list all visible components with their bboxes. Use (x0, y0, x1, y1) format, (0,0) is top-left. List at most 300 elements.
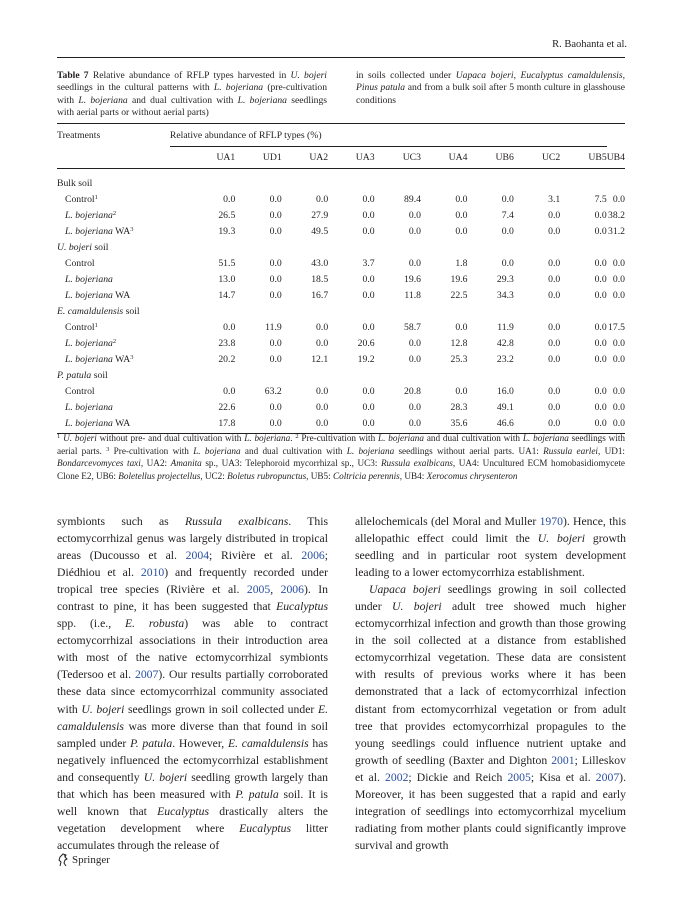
body-column-right (355, 513, 626, 854)
footnote-segment: , UD1: (597, 445, 625, 456)
body-segment: P. patula (235, 787, 279, 801)
table-cell: 26.5 (218, 209, 236, 221)
body-segment: litter accumulates through the release of (57, 821, 328, 852)
footnote-segment: L. bojeriana (522, 433, 569, 443)
table-row (57, 351, 625, 367)
table-cell: 17.8 (189, 415, 235, 434)
table-cell: 0.0 (269, 273, 282, 285)
table-cell: 12.1 (311, 353, 329, 365)
table-cell: 89.4 (404, 193, 421, 205)
footnote-segment: , UB4: (399, 470, 427, 481)
table-caption-left-text (57, 70, 327, 118)
footnote-segment: L. bojeriana (346, 445, 395, 456)
footnote-segment: 3 (106, 445, 110, 453)
row-label-italic: L. bojeriana (65, 289, 113, 301)
row-label (57, 271, 170, 287)
caption-segment: (pre-cultivation with (57, 82, 327, 106)
table-footnote (57, 432, 625, 482)
table-row (57, 287, 625, 303)
row-label-italic: L. bojeriana (65, 353, 113, 365)
table-cell: 22.5 (450, 289, 468, 301)
group-label-text: soil (123, 305, 140, 317)
table-cell: 0.0 (269, 337, 282, 349)
table-cell: 0.0 (316, 401, 329, 413)
table-cell: 51.5 (218, 257, 236, 269)
body-segment: U. bojeri (392, 600, 442, 614)
body-segment: 2007 (134, 668, 159, 682)
caption-segment: seedlings with aerial parts or without aerial parts) (57, 94, 327, 118)
group-label (57, 303, 607, 319)
column-header-ub6: UB6 (467, 147, 513, 169)
table-cell: 29.3 (496, 273, 514, 285)
footnote-segment: seedlings without aerial parts. UA1: (394, 445, 544, 456)
footnote-segment: , UA4: Uncultured ECM homobasidiomycete Clone E2, UB6: (57, 458, 626, 481)
body-segment: U. bojeri (143, 770, 188, 784)
group-label-text: soil (91, 369, 108, 381)
body-segment: 2007 (595, 770, 620, 784)
body-segment: ) was able to contract ectomycorrhizal associations in their introduction area with most of the native ectomycorrhizal symbionts (Tedersoo et al. (57, 617, 328, 682)
column-header-ua2: UA2 (282, 147, 328, 169)
body-segment: . This ectomycorrhizal genus was largely distributed in tropical areas (Ducousso et al. (57, 515, 329, 563)
table-cell: 0.0 (607, 415, 625, 434)
body-segment: ) and frequently recorded under tropical tree species (Rivière et al. (57, 566, 328, 597)
footnote-segment: and dual cultivation with (423, 433, 523, 443)
table-cell: 27.9 (311, 209, 329, 221)
table-cell: 0.0 (612, 289, 625, 301)
footnote-segment: Coltricia perennis (332, 470, 400, 481)
footnote-segment: Boletus rubropunctus (227, 470, 307, 481)
table-cell: 18.5 (311, 273, 329, 285)
table-cell: 0.0 (269, 257, 282, 269)
table-cell: 0.0 (514, 415, 560, 434)
group-label (57, 367, 607, 383)
table-cell: 23.8 (218, 337, 236, 349)
body-segment: Eucalyptus (157, 804, 210, 818)
row-label (57, 255, 170, 271)
table-cell: 3.7 (362, 257, 375, 269)
footnote-segment: Russula earlei (543, 445, 598, 456)
body-segment: 2004 (185, 549, 210, 563)
table-cell: 0.0 (408, 337, 421, 349)
body-segment: 2010 (140, 566, 165, 580)
table-cell: 0.0 (235, 415, 281, 434)
body-segment: seedlings grown in soil collected under (124, 702, 318, 716)
table-cell: 0.0 (362, 401, 375, 413)
table-cell: 19.6 (450, 273, 468, 285)
group-row (57, 367, 625, 383)
table-cell: 0.0 (612, 353, 625, 365)
caption-segment: Eucalyptus camaldulensis (520, 70, 623, 81)
footnote-segment: . (290, 433, 296, 443)
row-label-footnote-mark: 3 (130, 353, 134, 361)
body-segment: ; Lilleskov et al. (355, 753, 626, 784)
table-cell: 0.0 (455, 385, 468, 397)
table-row (57, 335, 625, 351)
table-cell: 7.4 (501, 209, 514, 221)
row-label-text: WA (112, 289, 131, 301)
table-cell: 13.0 (218, 273, 236, 285)
group-label (57, 239, 607, 255)
table-cell: 0.0 (594, 273, 607, 285)
rflp-table (57, 124, 625, 434)
footnote-segment: L. bojeriana (193, 445, 241, 456)
caption-segment: Pinus patula (356, 82, 406, 94)
group-label-italic: U. bojeri (57, 241, 92, 253)
row-label (57, 383, 170, 399)
footnote-segment: without pre- and dual cultivation with (96, 433, 245, 443)
body-segment: E. camaldulensis (57, 702, 328, 733)
row-label-footnote-mark: 3 (130, 225, 134, 233)
table-cell: 3.1 (548, 193, 561, 205)
table-row (57, 207, 625, 223)
table-cell: 0.0 (408, 225, 421, 237)
table-cell: 0.0 (548, 401, 561, 413)
caption-segment: L. bojeriana (213, 82, 264, 94)
body-segment: seedlings growing in soil collected under (355, 583, 627, 614)
table-cell: 0.0 (560, 415, 606, 434)
table-cell: 0.0 (408, 353, 421, 365)
group-label (57, 169, 607, 192)
footnote-segment: L. bojeriana (244, 433, 291, 443)
body-segment: 2002 (385, 770, 409, 784)
table-cell: 0.0 (594, 321, 607, 333)
footnote-segment: , UC2: (200, 470, 228, 481)
header-rule (57, 57, 625, 58)
footnote-segment: Boletellus projectellus (118, 470, 201, 481)
caption-segment: Uapaca bojeri (455, 70, 514, 81)
table-cell: 0.0 (408, 209, 421, 221)
running-header-author: R. Baohanta et al. (552, 39, 627, 50)
row-label-text: WA (112, 417, 131, 429)
table-cell: 34.3 (496, 289, 514, 301)
column-header-row (57, 147, 625, 169)
body-paragraph (355, 513, 626, 581)
table-cell: 0.0 (362, 225, 375, 237)
row-label-italic: L. bojeriana (65, 209, 113, 221)
table-cell: 19.6 (404, 273, 421, 285)
footnote-segment: Bondarcevomyces taxi (57, 458, 141, 469)
table-caption-right (356, 70, 625, 107)
table-cell: 0.0 (455, 193, 468, 205)
table-cell: 0.0 (282, 415, 328, 434)
table-cell: 14.7 (218, 289, 236, 301)
row-label-text: Control (65, 193, 95, 205)
table-cell: 0.0 (316, 193, 329, 205)
body-segment: allelochemicals (del Moral and Muller (355, 515, 540, 528)
table-cell: 0.0 (612, 337, 625, 349)
group-row (57, 303, 625, 319)
body-segment: was more diverse than that found in soil sampled under (57, 719, 328, 750)
body-segment: ). Hence, this allelopathic effect could limit the (355, 515, 627, 546)
body-segment: growth seedling and in particular root system development leading to a lower ectomycorrhiza establishment. (355, 532, 626, 580)
table-cell: 43.0 (311, 257, 329, 269)
body-segment: has negatively influenced the ectomycorrhizal establishment and consequently (57, 736, 328, 784)
body-segment: ). Our results partially corroborated these data since ectomycorrhizal community associated with (57, 668, 329, 716)
body-segment: spp. (i.e., (57, 617, 125, 631)
group-label-italic: E. camaldulensis (57, 305, 124, 317)
row-label-text: WA (112, 353, 131, 365)
table-cell: 0.0 (408, 401, 421, 413)
column-header-ua1: UA1 (189, 147, 235, 169)
table-caption-left (57, 70, 327, 119)
table-row (57, 271, 625, 287)
table-cell: 0.0 (223, 321, 236, 333)
body-segment: 2006 (280, 583, 304, 597)
column-header-ub4: UB4 (607, 147, 625, 169)
table-cell: 0.0 (548, 353, 561, 365)
table-cell: 19.2 (357, 353, 375, 365)
row-label (57, 223, 170, 239)
column-header-uc2: UC2 (514, 147, 560, 169)
table-row (57, 191, 625, 207)
body-segment: ; Kisa et al. (530, 770, 596, 784)
body-segment: 2001 (551, 753, 575, 767)
table-cell: 31.2 (608, 225, 625, 237)
row-label-text: Control (65, 257, 95, 269)
caption-segment: L. bojeriana (78, 94, 128, 106)
table-cell: 12.8 (450, 337, 468, 349)
body-segment: , (270, 583, 281, 597)
table-row (57, 255, 625, 271)
table-cell: 0.0 (594, 257, 607, 269)
footnote-segment: sp., UA3: Telephoroid mycorrhizal sp., UC3: (201, 458, 381, 469)
table-cell: 0.0 (223, 385, 236, 397)
row-label (57, 351, 170, 367)
footnote-segment: Xerocomus chrysenteron (426, 470, 518, 481)
group-row (57, 169, 625, 192)
table-cell: 63.2 (264, 385, 282, 397)
table-body (57, 169, 625, 434)
table-cell: 20.6 (357, 337, 375, 349)
row-label-italic: L. bojeriana (65, 417, 113, 429)
row-label (57, 207, 170, 223)
body-segment: U. bojeri (81, 702, 125, 716)
table-cell: 0.0 (548, 321, 561, 333)
body-segment: symbionts such as (57, 515, 185, 528)
body-column-left (57, 513, 328, 854)
body-segment: E. camaldulensis (227, 736, 309, 750)
table-cell: 0.0 (594, 289, 607, 301)
body-segment: soil. It is well known that (57, 787, 328, 818)
body-segment: adult tree showed much higher ectomycorrhizal infection and growth than those growing in the soil collected at a distance from established ectomycorrhizal vegetation. These data are consistent with results of previous works where it has been demonstrated that a lack of ectomycorrhizal infection distant from ectomycorrhizal vegetation or from adult tree that provides ectomycorrhizal propagules to the young seedlings could influence nutrient uptake and growth of seedling (Baxter and Dighton (355, 600, 626, 767)
group-label-text: Bulk soil (57, 177, 93, 189)
row-label (57, 319, 170, 335)
publisher-name: Springer (72, 854, 110, 866)
row-label-italic: L. bojeriana (65, 225, 113, 237)
table-caption-label: Table 7 (57, 70, 89, 81)
body-segment: Eucalyptus (276, 600, 328, 614)
table-cell: 0.0 (362, 385, 375, 397)
footnote-segment: 1 (57, 433, 61, 440)
table-cell: 7.5 (594, 193, 607, 205)
row-label-text: Control (65, 385, 95, 397)
table-row (57, 415, 625, 434)
row-label (57, 287, 170, 303)
footnote-segment: Pre-cultivation with (298, 433, 379, 443)
footnote-segment: Pre-cultivation with (109, 445, 194, 456)
table-cell: 11.9 (265, 321, 282, 333)
table-cell: 0.0 (269, 353, 282, 365)
body-segment: 2006 (301, 549, 325, 563)
group-label-italic: P. patula (57, 369, 92, 381)
table-cell: 0.0 (612, 273, 625, 285)
table-cell: 0.0 (612, 257, 625, 269)
caption-segment: Relative abundance of RFLP types harvested in (88, 70, 291, 81)
table-cell: 0.0 (362, 193, 375, 205)
table-cell: 46.6 (467, 415, 513, 434)
caption-segment: L. bojeriana (237, 94, 287, 106)
row-label-footnote-mark: 1 (94, 321, 98, 329)
caption-segment: U. bojeri (290, 70, 327, 81)
table-cell: 0.0 (594, 337, 607, 349)
row-label-italic: L. bojeriana (65, 337, 113, 349)
table-cell: 16.0 (496, 385, 514, 397)
table-cell: 1.8 (455, 257, 468, 269)
table-cell: 35.6 (421, 415, 467, 434)
table-cell: 22.6 (218, 401, 236, 413)
table-cell: 0.0 (612, 385, 625, 397)
table-cell: 0.0 (408, 257, 421, 269)
table-cell: 0.0 (316, 385, 329, 397)
table-cell: 0.0 (455, 209, 468, 221)
body-segment: ; Diédhiou et al. (57, 549, 328, 580)
table-cell: 0.0 (375, 415, 421, 434)
table-cell: 0.0 (548, 257, 561, 269)
table-cell: 0.0 (594, 225, 607, 237)
row-label-text: Control (65, 321, 95, 333)
caption-segment: , (622, 70, 625, 81)
table-cell: 0.0 (269, 209, 282, 221)
table-cell: 0.0 (316, 321, 329, 333)
table-cell: 20.2 (218, 353, 236, 365)
group-label-text: soil (91, 241, 109, 253)
table-cell: 0.0 (612, 401, 625, 413)
table-cell: 0.0 (316, 337, 329, 349)
table-row (57, 383, 625, 399)
footnote-segment: , UA2: (140, 458, 171, 469)
caption-segment: and dual cultivation with (127, 94, 238, 106)
table-cell: 0.0 (362, 273, 375, 285)
column-header-ua3: UA3 (328, 147, 374, 169)
table-cell: 17.5 (608, 321, 625, 333)
body-segment: P. patula (130, 736, 173, 750)
row-label-footnote-mark: 1 (94, 193, 98, 201)
body-segment: U. bojeri (537, 532, 585, 546)
row-label-footnote-mark: 2 (112, 209, 117, 217)
table-cell: 0.0 (501, 193, 514, 205)
table-cell: 58.7 (404, 321, 421, 333)
table-cell: 0.0 (594, 401, 607, 413)
footnote-segment: and dual cultivation with (240, 445, 347, 456)
table-cell: 0.0 (455, 321, 468, 333)
row-label (57, 191, 170, 207)
body-segment: . However, (172, 736, 228, 750)
table-cell: 25.3 (450, 353, 468, 365)
body-segment: seedling growth largely than that which has been measured with (57, 770, 329, 801)
table-cell: 11.8 (404, 289, 421, 301)
table-cell: 0.0 (594, 209, 607, 221)
body-segment: ). Moreover, it has been suggested that a rapid and early integration of seedlings into ectomycorrhizal mycelium radiating from mother plants could significantly improve survival and growth (355, 770, 626, 852)
column-header-ub5: UB5 (560, 147, 606, 169)
column-header-ud1: UD1 (235, 147, 281, 169)
table-cell: 38.2 (608, 209, 625, 221)
body-segment: 1970 (539, 515, 563, 528)
table-cell: 28.3 (450, 401, 468, 413)
caption-segment: seedlings in the cultural patterns with (57, 82, 214, 94)
table-cell: 20.8 (404, 385, 421, 397)
table-cell: 0.0 (362, 289, 375, 301)
body-segment: ; Dickie and Reich (408, 770, 508, 784)
table-cell: 19.3 (218, 225, 236, 237)
body-segment: Russula exalbicans (185, 515, 289, 528)
table-cell: 0.0 (548, 385, 561, 397)
caption-segment: in soils collected under (356, 70, 456, 81)
table-cell: 0.0 (501, 257, 514, 269)
table-row (57, 399, 625, 415)
table-cell: 16.7 (311, 289, 329, 301)
row-label (57, 335, 170, 351)
table-cell: 0.0 (328, 415, 374, 434)
table-cell: 0.0 (269, 193, 282, 205)
body-segment: 2005 (246, 583, 271, 597)
body-segment: ; Rivière et al. (209, 549, 302, 563)
table-cell: 0.0 (548, 337, 561, 349)
table-cell: 42.8 (496, 337, 514, 349)
springer-horse-icon (57, 853, 69, 867)
body-paragraph (57, 513, 328, 854)
page-footer (57, 853, 110, 867)
row-label (57, 399, 170, 415)
table-cell: 0.0 (455, 225, 468, 237)
table-cell: 0.0 (548, 273, 561, 285)
row-label-text: WA (112, 225, 131, 237)
table-cell: 0.0 (269, 289, 282, 301)
table-cell: 0.0 (362, 209, 375, 221)
body-segment: Eucalyptus (239, 821, 292, 835)
table-cell: 0.0 (612, 193, 625, 205)
table-cell: 0.0 (548, 289, 561, 301)
table-cell: 0.0 (594, 385, 607, 397)
table-cell: 11.9 (497, 321, 514, 333)
table-cell: 49.5 (311, 225, 329, 237)
row-label-italic: L. bojeriana (65, 273, 113, 285)
group-row (57, 239, 625, 255)
table-cell: 0.0 (594, 353, 607, 365)
body-segment: ). In contrast to pine, it has been suggested that (57, 583, 328, 614)
row-label-italic: L. bojeriana (65, 401, 113, 413)
footnote-segment: 2 (295, 433, 299, 440)
caption-segment: and from a bulk soil after 5 month culture in glasshouse conditions (356, 82, 625, 106)
footnote-segment: L. bojeriana (378, 433, 424, 443)
footnote-segment: , UB5: (306, 470, 333, 481)
treatments-header: Treatments (57, 129, 101, 141)
table-cell: 0.0 (269, 225, 282, 237)
column-header-ua4: UA4 (421, 147, 467, 169)
row-label (57, 415, 170, 434)
table-cell: 0.0 (362, 321, 375, 333)
footnote-segment: Russula exalbicans (380, 458, 453, 469)
table-row (57, 319, 625, 335)
row-label-footnote-mark: 2 (112, 337, 117, 345)
table-cell: 23.2 (496, 353, 514, 365)
table-cell: 0.0 (501, 225, 514, 237)
table-row (57, 223, 625, 239)
column-header-uc3: UC3 (375, 147, 421, 169)
body-segment: Uapaca bojeri (369, 583, 441, 597)
table-cell: 0.0 (223, 193, 236, 205)
table-cell: 0.0 (548, 209, 561, 221)
table-cell: 0.0 (548, 225, 561, 237)
